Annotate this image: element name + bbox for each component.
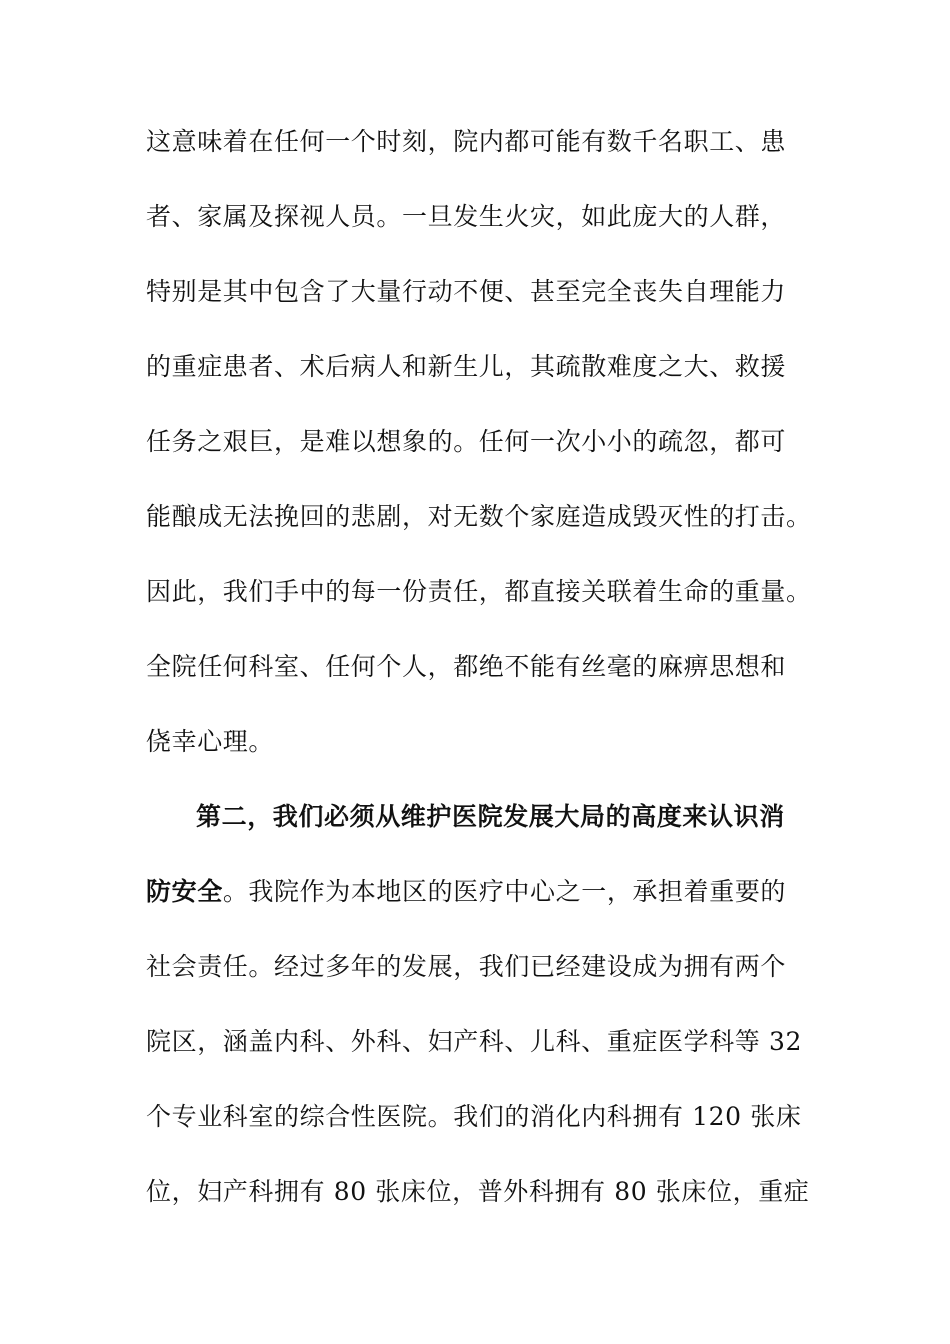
paragraph-line: 这意味着在任何一个时刻，院内都可能有数千名职工、患 [146, 127, 787, 156]
paragraph-line: 任务之艰巨，是难以想象的。任何一次小小的疏忽，都可 [146, 427, 787, 456]
section-heading-line: 第二，我们必须从维护医院发展大局的高度来认识消 [196, 802, 785, 831]
paragraph-line: 位，妇产科拥有 80 张床位，普外科拥有 80 张床位，重症 [146, 1177, 810, 1206]
paragraph-line: 能酿成无法挽回的悲剧，对无数个家庭造成毁灭性的打击。 [146, 502, 812, 531]
paragraph-line: 社会责任。经过多年的发展，我们已经建设成为拥有两个 [146, 952, 787, 981]
paragraph-line: 院区，涵盖内科、外科、妇产科、儿科、重症医学科等 32 [146, 1027, 802, 1056]
paragraph-line: 者、家属及探视人员。一旦发生火灾，如此庞大的人群， [146, 202, 787, 231]
paragraph-line: 全院任何科室、任何个人，都绝不能有丝毫的麻痹思想和 [146, 652, 787, 681]
paragraph-line: 的重症患者、术后病人和新生儿，其疏散难度之大、救援 [146, 352, 787, 381]
paragraph-line: 因此，我们手中的每一份责任，都直接关联着生命的重量。 [146, 577, 812, 606]
section-heading-tail: 防安全 [146, 877, 223, 906]
paragraph-line: 侥幸心理。 [146, 727, 275, 756]
paragraph-line: 特别是其中包含了大量行动不便、甚至完全丧失自理能力 [146, 277, 787, 306]
paragraph-line [146, 872, 826, 912]
paragraph-line: 个专业科室的综合性医院。我们的消化内科拥有 120 张床 [146, 1102, 802, 1131]
paragraph-text: 。我院作为本地区的医疗中心之一，承担着重要的 [222, 877, 787, 906]
